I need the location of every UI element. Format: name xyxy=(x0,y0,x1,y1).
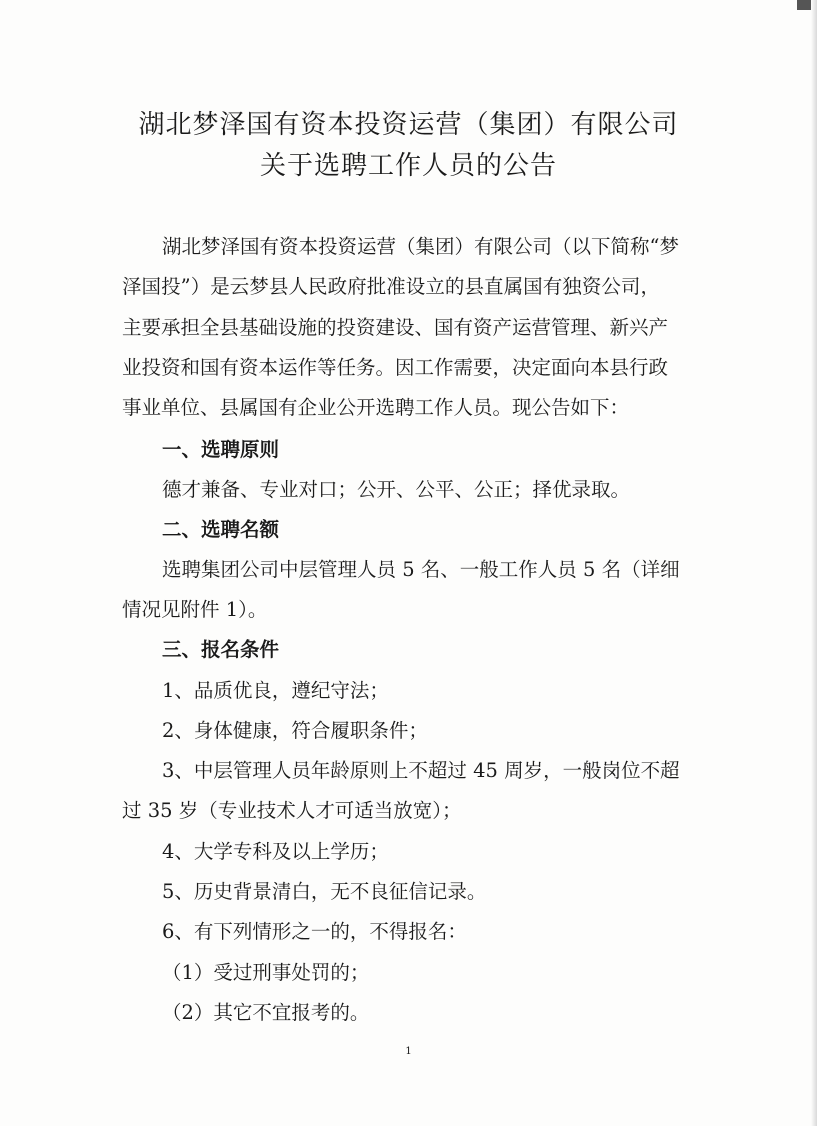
intro-line-4: 业投资和国有资本运作等任务。因工作需要，决定面向本县行政 xyxy=(122,356,669,379)
principles-text: 德才兼备、专业对口；公开、公平、公正；择优录取。 xyxy=(162,478,631,501)
section-heading-quota: 二、选聘名额 xyxy=(162,518,280,541)
page-number: 1 xyxy=(405,1046,412,1057)
condition-item-3-line-2: 过 35 岁（专业技术人才可适当放宽）； xyxy=(122,799,462,822)
document-title-line-1: 湖北梦泽国有资本投资运营（集团）有限公司 xyxy=(138,110,679,140)
condition-item-4: 4、大学专科及以上学历； xyxy=(162,840,389,863)
document-title-line-2: 关于选聘工作人员的公告 xyxy=(259,151,557,181)
condition-item-3-line-1: 3、中层管理人员年龄原则上不超过 45 周岁，一般岗位不超 xyxy=(162,759,680,782)
intro-line-2: 泽国投”）是云梦县人民政府批准设立的县直属国有独资公司， xyxy=(122,275,660,298)
condition-item-1: 1、品质优良，遵纪守法； xyxy=(162,679,389,702)
condition-item-5: 5、历史背景清白，无不良征信记录。 xyxy=(162,880,487,903)
exclusion-item-2: （2）其它不宜报考的。 xyxy=(162,1001,370,1024)
section-heading-conditions: 三、报名条件 xyxy=(162,638,280,661)
exclusion-item-1: （1）受过刑事处罚的； xyxy=(162,961,370,984)
intro-line-1: 湖北梦泽国有资本投资运营（集团）有限公司（以下简称“梦 xyxy=(162,235,679,258)
condition-item-2: 2、身体健康，符合履职条件； xyxy=(162,719,428,742)
section-heading-principles: 一、选聘原则 xyxy=(162,438,280,461)
intro-line-3: 主要承担全县基础设施的投资建设、国有资产运营管理、新兴产 xyxy=(122,316,669,339)
quota-line-2: 情况见附件 1）。 xyxy=(122,598,268,621)
scan-corner-mark xyxy=(797,0,811,10)
condition-item-6: 6、有下列情形之一的，不得报名： xyxy=(162,920,467,943)
quota-line-1: 选聘集团公司中层管理人员 5 名、一般工作人员 5 名（详细 xyxy=(162,558,680,581)
intro-line-5: 事业单位、县属国有企业公开选聘工作人员。现公告如下： xyxy=(122,396,630,419)
